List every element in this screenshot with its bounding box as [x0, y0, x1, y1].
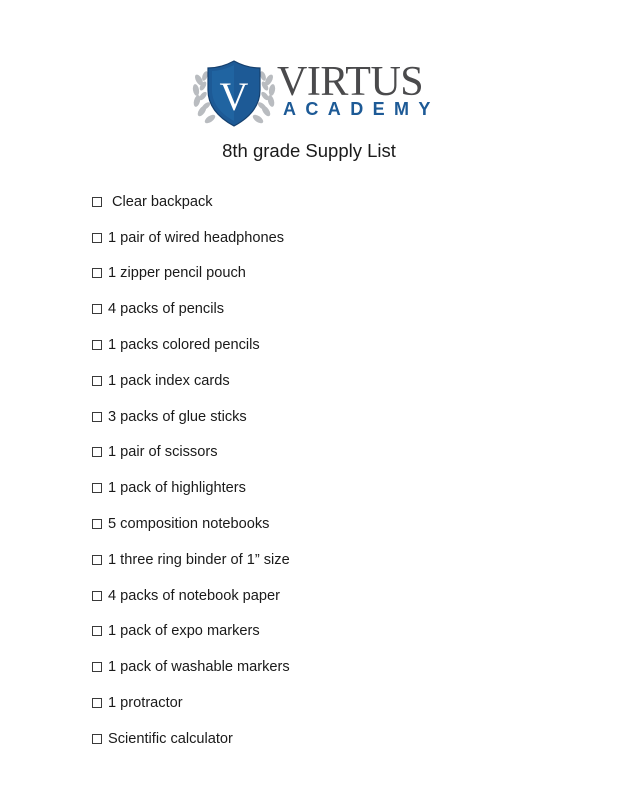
item-label: 3 packs of glue sticks [108, 408, 247, 425]
list-item [92, 399, 290, 435]
checkbox[interactable] [92, 412, 102, 422]
checkbox[interactable] [92, 268, 102, 278]
checkbox[interactable] [92, 340, 102, 350]
item-label: 5 composition notebooks [108, 516, 270, 533]
checkbox[interactable] [92, 483, 102, 493]
list-item [92, 614, 290, 650]
item-label: 1 pair of wired headphones [108, 229, 285, 246]
checkbox[interactable] [92, 519, 102, 529]
checkbox[interactable] [92, 197, 102, 207]
supply-checklist [92, 184, 290, 757]
checkbox[interactable] [92, 734, 102, 744]
logo-academy-text: ACADEMY [283, 99, 440, 119]
checkbox[interactable] [92, 662, 102, 672]
checkbox[interactable] [92, 626, 102, 636]
item-label: 1 pack of highlighters [108, 480, 246, 497]
item-label: 1 three ring binder of 1” size [108, 551, 290, 568]
item-label: 4 packs of notebook paper [108, 587, 281, 604]
checkbox[interactable] [92, 555, 102, 565]
list-item [92, 685, 290, 721]
list-item [92, 470, 290, 506]
list-item [92, 649, 290, 685]
logo-virtus-text: VIRTUS [277, 59, 424, 105]
list-item [92, 291, 290, 327]
checkbox[interactable] [92, 447, 102, 457]
item-label: 1 pack of washable markers [108, 659, 290, 676]
item-label: 1 zipper pencil pouch [108, 265, 246, 282]
list-item [92, 184, 290, 220]
list-item [92, 435, 290, 471]
item-label: Scientific calculator [108, 730, 233, 747]
checkbox[interactable] [92, 591, 102, 601]
checkbox[interactable] [92, 304, 102, 314]
checkbox[interactable] [92, 698, 102, 708]
page-title: 8th grade Supply List [222, 140, 396, 161]
list-item [92, 506, 290, 542]
checkbox[interactable] [92, 233, 102, 243]
item-label: 1 pack of expo markers [108, 623, 260, 640]
item-label: 1 pack index cards [108, 372, 230, 389]
list-item [92, 327, 290, 363]
list-item [92, 256, 290, 292]
item-label: 1 pair of scissors [108, 444, 218, 461]
list-item [92, 578, 290, 614]
list-item [92, 220, 290, 256]
list-item [92, 542, 290, 578]
svg-text:V: V [219, 74, 249, 119]
item-label: Clear backpack [112, 193, 213, 210]
checkbox[interactable] [92, 376, 102, 386]
shield-laurel-emblem-icon [191, 58, 277, 128]
virtus-academy-logo [191, 58, 441, 128]
item-label: 1 packs colored pencils [108, 337, 260, 354]
item-label: 1 protractor [108, 695, 183, 712]
list-item [92, 363, 290, 399]
list-item [92, 721, 290, 757]
item-label: 4 packs of pencils [108, 301, 225, 318]
